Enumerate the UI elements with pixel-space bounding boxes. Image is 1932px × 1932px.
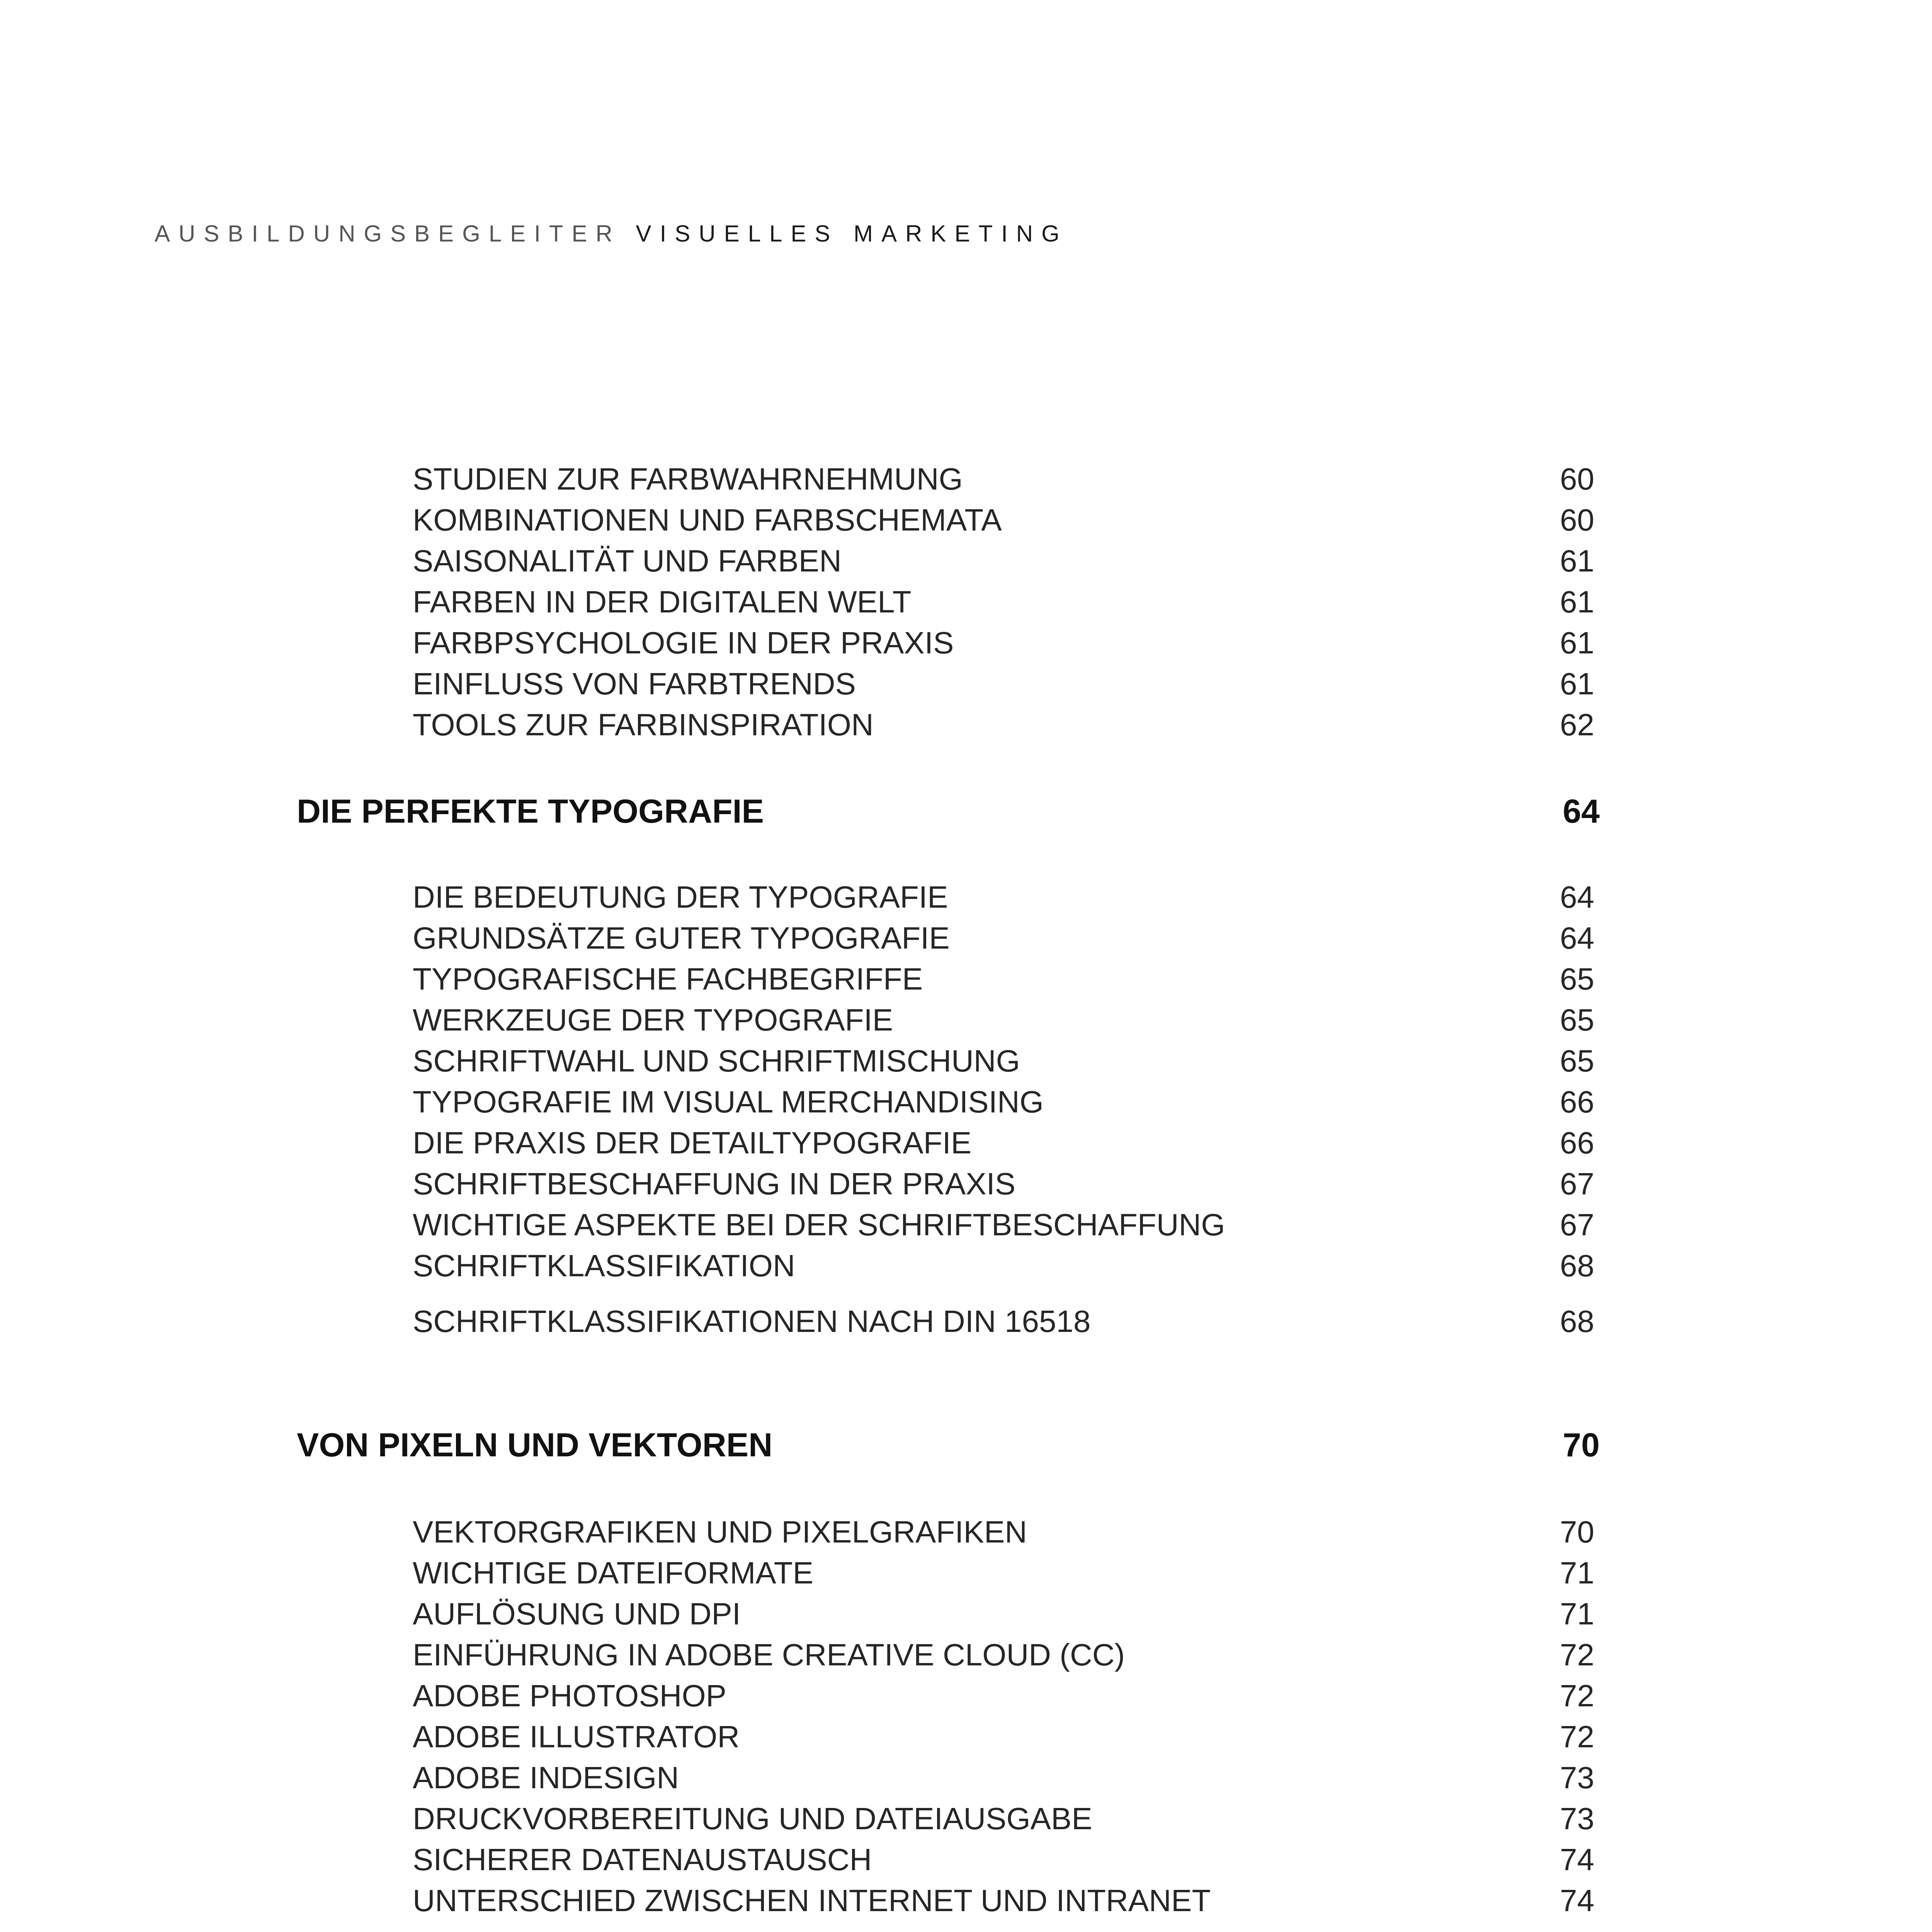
toc-entry-title: KOMBINATIONEN UND FARBSCHEMATA [413,503,1002,537]
toc-entry [0,1755,1594,1801]
toc-entry-title: SCHRIFTKLASSIFIKATION [413,1248,795,1283]
toc-entry [0,1796,1594,1842]
toc-chapter-title: VON PIXELN UND VEKTOREN [297,1427,773,1464]
toc-entry-title: EINFÜHRUNG IN ADOBE CREATIVE CLOUD (CC) [413,1638,1125,1672]
toc-entry-title: DIE BEDEUTUNG DER TYPOGRAFIE [413,880,948,914]
toc-entry-title: STUDIEN ZUR FARBWAHRNEHMUNG [413,462,963,496]
toc-page-number: 65 [1560,1044,1594,1078]
toc-page-number: 70 [1563,1427,1600,1464]
toc-entry [0,1878,1594,1924]
toc-entry [0,1161,1594,1207]
toc-page-number: 71 [1560,1597,1594,1631]
toc-entry [0,456,1594,502]
toc-entry-title: AUFLÖSUNG UND DPI [413,1597,741,1631]
toc-entry-title: SAISONALITÄT UND FARBEN [413,544,842,578]
toc-entry-title: ADOBE PHOTOSHOP [413,1679,727,1713]
toc-entry-title: DIE PRAXIS DER DETAILTYPOGRAFIE [413,1126,972,1160]
toc-page-number: 61 [1560,667,1594,701]
toc-entry [0,1837,1594,1883]
running-head-series: AUSBILDUNGSBEGLEITER [155,221,621,247]
toc-page-number: 67 [1560,1167,1594,1201]
toc-page-number: 73 [1560,1760,1594,1795]
toc-page-number: 73 [1560,1801,1594,1836]
toc-page-number: 71 [1560,1556,1594,1590]
toc-page-number: 72 [1560,1679,1594,1713]
toc-entry-title: WICHTIGE DATEIFORMATE [413,1556,813,1590]
toc-page-number: 66 [1560,1085,1594,1119]
running-head-title: VISUELLES MARKETING [636,221,1068,247]
toc-entry [0,497,1594,543]
toc-entry [0,661,1594,707]
toc-entry-title: TYPOGRAFIE IM VISUAL MERCHANDISING [413,1085,1044,1119]
toc-entry [0,874,1594,920]
toc-entry [0,538,1594,584]
toc-page-number: 60 [1560,503,1594,537]
toc-entry-title: DRUCKVORBEREITUNG UND DATEIAUSGABE [413,1801,1092,1836]
toc-page-number: 66 [1560,1126,1594,1160]
toc-page-number: 68 [1560,1248,1594,1283]
toc-entry-title: SCHRIFTBESCHAFFUNG IN DER PRAXIS [413,1167,1016,1201]
toc-entry [0,1714,1594,1760]
toc-page-number: 62 [1560,707,1594,742]
toc-page-number: 61 [1560,585,1594,619]
toc-chapter [0,1422,1600,1468]
toc-chapter [0,788,1600,835]
toc-page-number: 64 [1560,880,1594,914]
toc-entry-title: WICHTIGE ASPEKTE BEI DER SCHRIFTBESCHAFFUNG [413,1208,1225,1242]
toc-entry [0,1038,1594,1084]
toc-entry-title: EINFLUSS VON FARBTRENDS [413,667,856,701]
toc-entry-title: TOOLS ZUR FARBINSPIRATION [413,707,874,742]
toc-entry [0,1591,1594,1637]
toc-page-number: 72 [1560,1719,1594,1754]
toc-entry [0,702,1594,748]
toc-page-number: 74 [1560,1842,1594,1877]
toc-entry [0,1120,1594,1166]
toc-entry [0,1673,1594,1719]
toc-page-number: 65 [1560,962,1594,996]
toc-entry-title: ADOBE ILLUSTRATOR [413,1719,740,1754]
toc-entry [0,620,1594,666]
toc-entry-title: SCHRIFTWAHL UND SCHRIFTMISCHUNG [413,1044,1020,1078]
toc-entry [0,1243,1594,1289]
toc-entry-title: UNTERSCHIED ZWISCHEN INTERNET UND INTRANET [413,1883,1211,1918]
toc-entry [0,1298,1594,1345]
toc-page-number: 68 [1560,1304,1594,1338]
toc-entry [0,1509,1594,1555]
toc-entry-title: SICHERER DATENAUSTAUSCH [413,1842,872,1877]
toc-entry [0,1202,1594,1248]
toc-entry [0,915,1594,961]
toc-entry-title: GRUNDSÄTZE GUTER TYPOGRAFIE [413,921,950,955]
toc-entry-title: ADOBE INDESIGN [413,1760,679,1795]
toc-page-number: 64 [1563,793,1600,830]
toc-entry [0,997,1594,1043]
toc-page-number: 64 [1560,921,1594,955]
toc-page-number: 60 [1560,462,1594,496]
toc-entry [0,579,1594,625]
toc-entry [0,1550,1594,1596]
toc-page-number: 70 [1560,1515,1594,1549]
toc-entry [0,956,1594,1002]
toc-page-number: 65 [1560,1003,1594,1037]
toc-entry-title: SCHRIFTKLASSIFIKATIONEN NACH DIN 16518 [413,1304,1091,1338]
toc-page-number: 61 [1560,626,1594,660]
toc-page-number: 74 [1560,1883,1594,1918]
toc-page-number: 61 [1560,544,1594,578]
toc-page-number: 67 [1560,1208,1594,1242]
toc-chapter-title: DIE PERFEKTE TYPOGRAFIE [297,793,764,830]
running-head [155,220,1068,247]
toc-entry [0,1632,1594,1678]
toc-entry [0,1079,1594,1125]
toc-entry-title: FARBEN IN DER DIGITALEN WELT [413,585,912,619]
toc-entry-title: FARBPSYCHOLOGIE IN DER PRAXIS [413,626,954,660]
toc-page-number: 72 [1560,1638,1594,1672]
toc-entry-title: VEKTORGRAFIKEN UND PIXELGRAFIKEN [413,1515,1027,1549]
toc-entry-title: WERKZEUGE DER TYPOGRAFIE [413,1003,893,1037]
toc-entry-title: TYPOGRAFISCHE FACHBEGRIFFE [413,962,923,996]
